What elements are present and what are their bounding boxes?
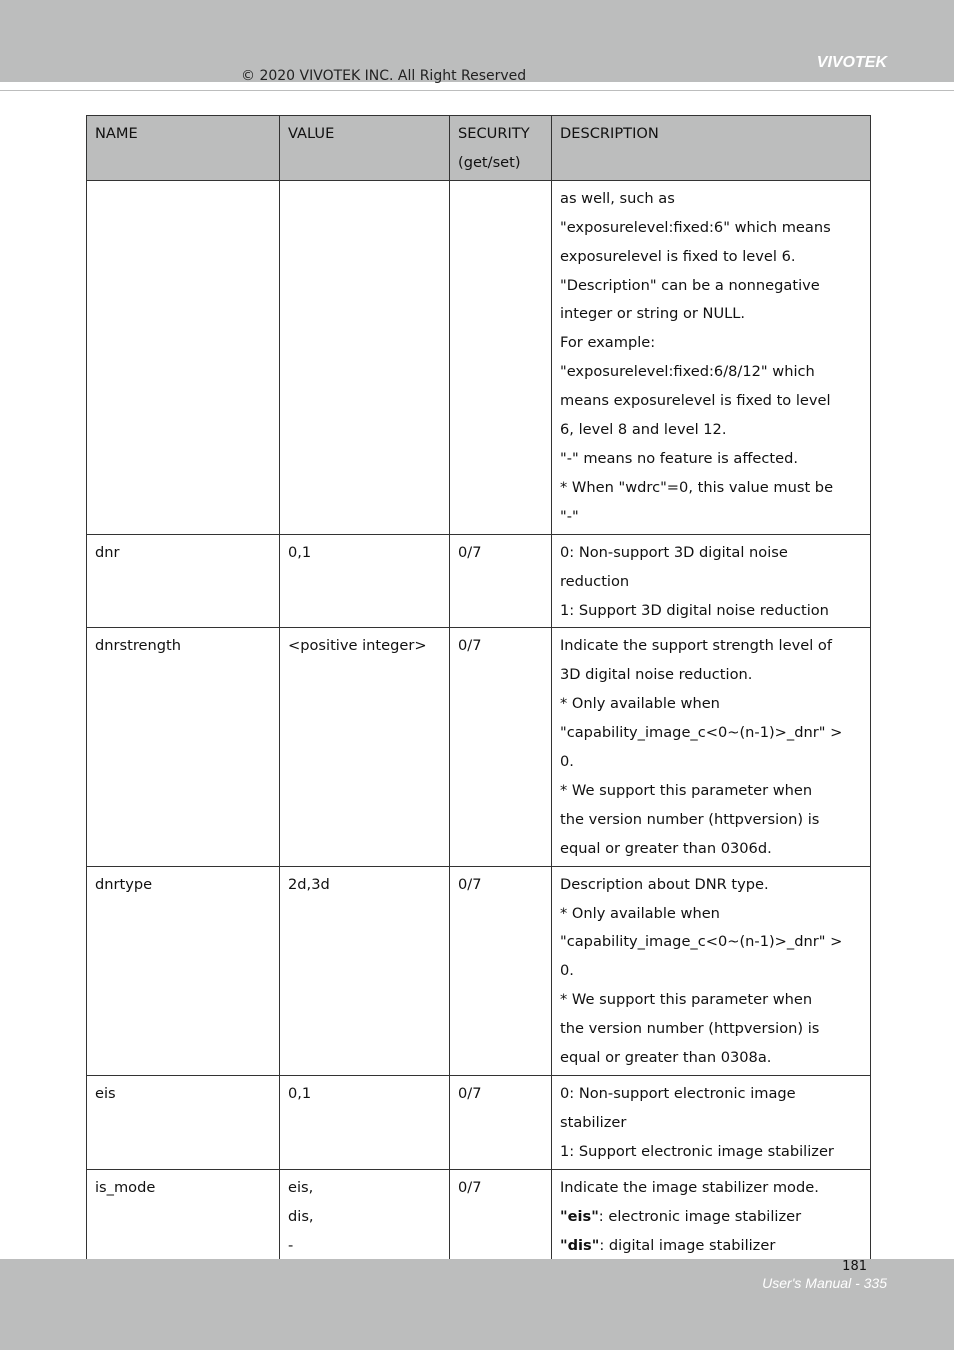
description-line: 1: Support electronic image stabilizer — [560, 1142, 834, 1160]
description-line: equal or greater than 0308a. — [560, 1049, 772, 1067]
description-line: Indicate the support strength level of — [560, 637, 832, 655]
description-line: 0. — [560, 962, 574, 980]
table-row — [87, 1169, 871, 1263]
param-name-cell: dnr — [87, 534, 280, 628]
param-name-cell — [87, 180, 280, 534]
param-description-cell — [552, 1169, 871, 1263]
description-line: the version number (httpversion) is — [560, 1020, 820, 1038]
value-line: 2d,3d — [288, 875, 330, 893]
param-description-cell — [552, 534, 871, 628]
parameter-table — [86, 115, 871, 1263]
description-line: 0. — [560, 753, 574, 771]
description-line: stabilizer — [560, 1113, 627, 1131]
param-security-cell: 0/7 — [450, 628, 552, 866]
param-description-cell — [552, 180, 871, 534]
description-line: Description about DNR type. — [560, 875, 769, 893]
param-description-cell — [552, 1076, 871, 1170]
param-value-cell — [280, 1076, 450, 1170]
param-value-cell — [280, 534, 450, 628]
param-value-cell — [280, 180, 450, 534]
mode-description: : electronic image stabilizer — [598, 1207, 802, 1225]
header-security — [450, 116, 552, 181]
brand-logo: VIVOTEK — [816, 54, 887, 71]
param-security-cell: 0/7 — [450, 1076, 552, 1170]
value-line: <positive integer> — [288, 637, 427, 655]
page-footer — [0, 1259, 954, 1350]
mode-keyword: "eis" — [560, 1207, 599, 1225]
description-line: For example: — [560, 334, 656, 352]
header-name: NAME — [87, 116, 280, 181]
param-value-cell — [280, 866, 450, 1075]
description-line: exposurelevel is fixed to level 6. — [560, 247, 796, 265]
description-line: Indicate the image stabilizer mode. — [560, 1178, 819, 1196]
param-security-cell: 0/7 — [450, 866, 552, 1075]
value-line: 0,1 — [288, 1085, 312, 1102]
description-line: * We support this parameter when — [560, 991, 813, 1009]
description-line: the version number (httpversion) is — [560, 810, 820, 828]
description-line: 6, level 8 and level 12. — [560, 421, 727, 439]
description-line: "exposurelevel:fixed:6/8/12" which — [560, 363, 815, 381]
header-divider — [0, 90, 954, 91]
description-line: * We support this parameter when — [560, 781, 813, 799]
param-value-cell — [280, 1169, 450, 1263]
param-name-cell: is_mode — [87, 1169, 280, 1263]
copyright-notice: © 2020 VIVOTEK INC. All Right Reserved — [241, 68, 527, 84]
description-line: integer or string or NULL. — [560, 305, 746, 323]
param-value-cell — [280, 628, 450, 866]
table-row — [87, 534, 871, 628]
table-row — [87, 866, 871, 1075]
param-security-cell — [450, 180, 552, 534]
description-line: "exposurelevel:fixed:6" which means — [560, 218, 831, 236]
param-security-cell: 0/7 — [450, 1169, 552, 1263]
description-line: "-" — [560, 507, 579, 525]
table-body — [87, 180, 871, 1263]
value-line: - — [288, 1236, 294, 1254]
table-row — [87, 180, 871, 534]
param-security-cell: 0/7 — [450, 534, 552, 628]
value-line: dis, — [288, 1207, 314, 1225]
description-line: equal or greater than 0306d. — [560, 839, 772, 857]
manual-page-label: User's Manual - 335 — [762, 1275, 887, 1291]
description-line: as well, such as — [560, 189, 675, 207]
param-name-cell: dnrtype — [87, 866, 280, 1075]
header-value: VALUE — [280, 116, 450, 181]
description-line: 0: Non-support electronic image — [560, 1085, 796, 1102]
table-row — [87, 628, 871, 866]
description-line: "capability_image_c<0~(n-1)>_dnr" > — [560, 933, 843, 951]
header-security-line1: SECURITY — [458, 125, 530, 142]
param-description-cell — [552, 628, 871, 866]
description-line: "capability_image_c<0~(n-1)>_dnr" > — [560, 724, 843, 742]
description-line: 0: Non-support 3D digital noise — [560, 543, 788, 561]
description-line: reduction — [560, 572, 630, 590]
header-description: DESCRIPTION — [552, 116, 871, 181]
table-header-row — [87, 116, 871, 181]
description-line: "-" means no feature is affected. — [560, 449, 799, 467]
mode-description: : digital image stabilizer — [599, 1236, 776, 1254]
param-name-cell: dnrstrength — [87, 628, 280, 866]
description-line: means exposurelevel is fixed to level — [560, 392, 831, 410]
mode-keyword: "dis" — [560, 1236, 600, 1254]
header-security-line2: (get/set) — [458, 153, 521, 171]
page-number: 181 — [842, 1259, 867, 1274]
description-line: * Only available when — [560, 695, 720, 713]
value-line: 0,1 — [288, 543, 312, 561]
table-row — [87, 1076, 871, 1170]
param-description-cell — [552, 866, 871, 1075]
description-line — [560, 1232, 862, 1261]
description-line: "Description" can be a nonnegative — [560, 276, 820, 294]
description-line: 3D digital noise reduction. — [560, 666, 753, 684]
param-name-cell: eis — [87, 1076, 280, 1170]
description-line: 1: Support 3D digital noise reduction — [560, 601, 829, 619]
value-line: eis, — [288, 1178, 314, 1196]
description-line — [560, 1203, 862, 1232]
description-line: * When "wdrc"=0, this value must be — [560, 478, 834, 496]
description-line: * Only available when — [560, 904, 720, 922]
